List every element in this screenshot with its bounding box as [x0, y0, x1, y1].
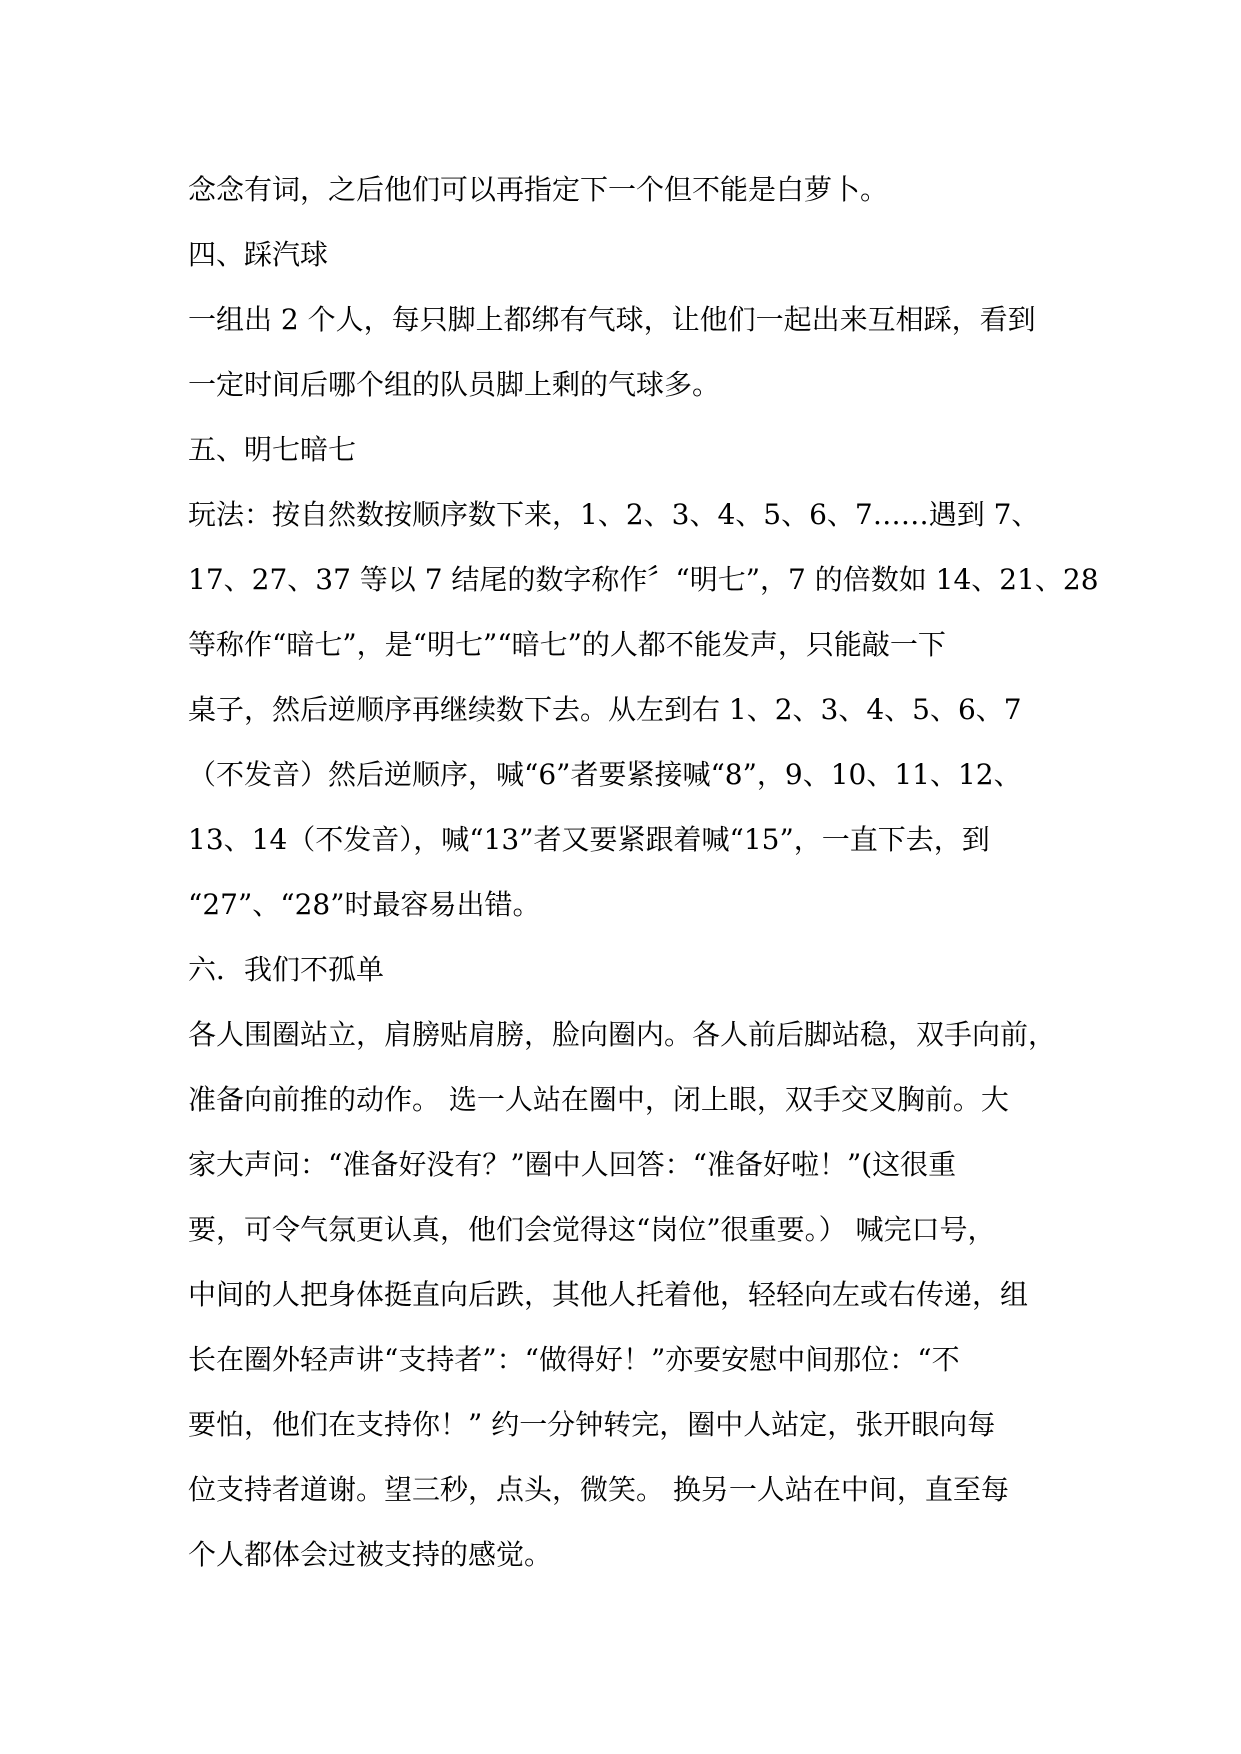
document-body: [188, 157, 1099, 1587]
text-line: 念念有词，之后他们可以再指定下一个但不能是白萝卜。: [188, 173, 889, 206]
text-line: 要，可令气氛更认真，他们会觉得这“岗位”很重要。） 喊完口号，: [188, 1213, 996, 1246]
text-line: 要怕，他们在支持你！” 约一分钟转完，圈中人站定，张开眼向每: [188, 1408, 996, 1441]
text-line: 位支持者道谢。望三秒，点头，微笑。 换另一人站在中间，直至每: [188, 1473, 1009, 1506]
text-line: 各人围圈站立，肩膀贴肩膀，脸向圈内。各人前后脚站稳，双手向前，: [188, 1018, 1057, 1051]
text-line: 准备向前推的动作。 选一人站在圈中，闭上眼，双手交叉胸前。大: [188, 1083, 1009, 1116]
text-line: 中间的人把身体挺直向后跌，其他人托着他，轻轻向左或右传递，组: [188, 1278, 1029, 1311]
text-line: 等称作“暗七”，是“明七”“暗七”的人都不能发声，只能敲一下: [188, 628, 946, 661]
text-line: 一组出 2 个人，每只脚上都绑有气球，让他们一起出来互相踩，看到: [188, 303, 1036, 336]
text-line: 长在圈外轻声讲“支持者”：“做得好！”亦要安慰中间那位：“不: [188, 1343, 960, 1376]
section-heading: 四、踩汽球: [188, 238, 329, 271]
text-line: 桌子，然后逆顺序再继续数下去。从左到右 1、2、3、4、5、6、7: [188, 693, 1022, 726]
text-line: 玩法：按自然数按顺序数下来，1、2、3、4、5、6、7……遇到 7、: [188, 498, 1040, 531]
text-line: 17、27、37 等以 7 结尾的数字称作〞“明七”，7 的倍数如 14、21、28: [188, 563, 1099, 596]
text-line: 13、14（不发音），喊“13”者又要紧跟着喊“15”，一直下去，到: [188, 823, 990, 856]
text-line: （不发音）然后逆顺序，喊“6”者要紧接喊“8”，9、10、11、12、: [188, 758, 1022, 791]
text-line: “27”、“28”时最容易出错。: [188, 888, 541, 921]
section-heading: 六．我们不孤单: [188, 953, 385, 986]
text-line: 家大声问：“准备好没有？”圈中人回答：“准备好啦！”(这很重: [188, 1148, 957, 1181]
text-line: 个人都体会过被支持的感觉。: [188, 1538, 553, 1571]
section-heading: 五、明七暗七: [188, 433, 357, 466]
text-line: 一定时间后哪个组的队员脚上剩的气球多。: [188, 368, 721, 401]
